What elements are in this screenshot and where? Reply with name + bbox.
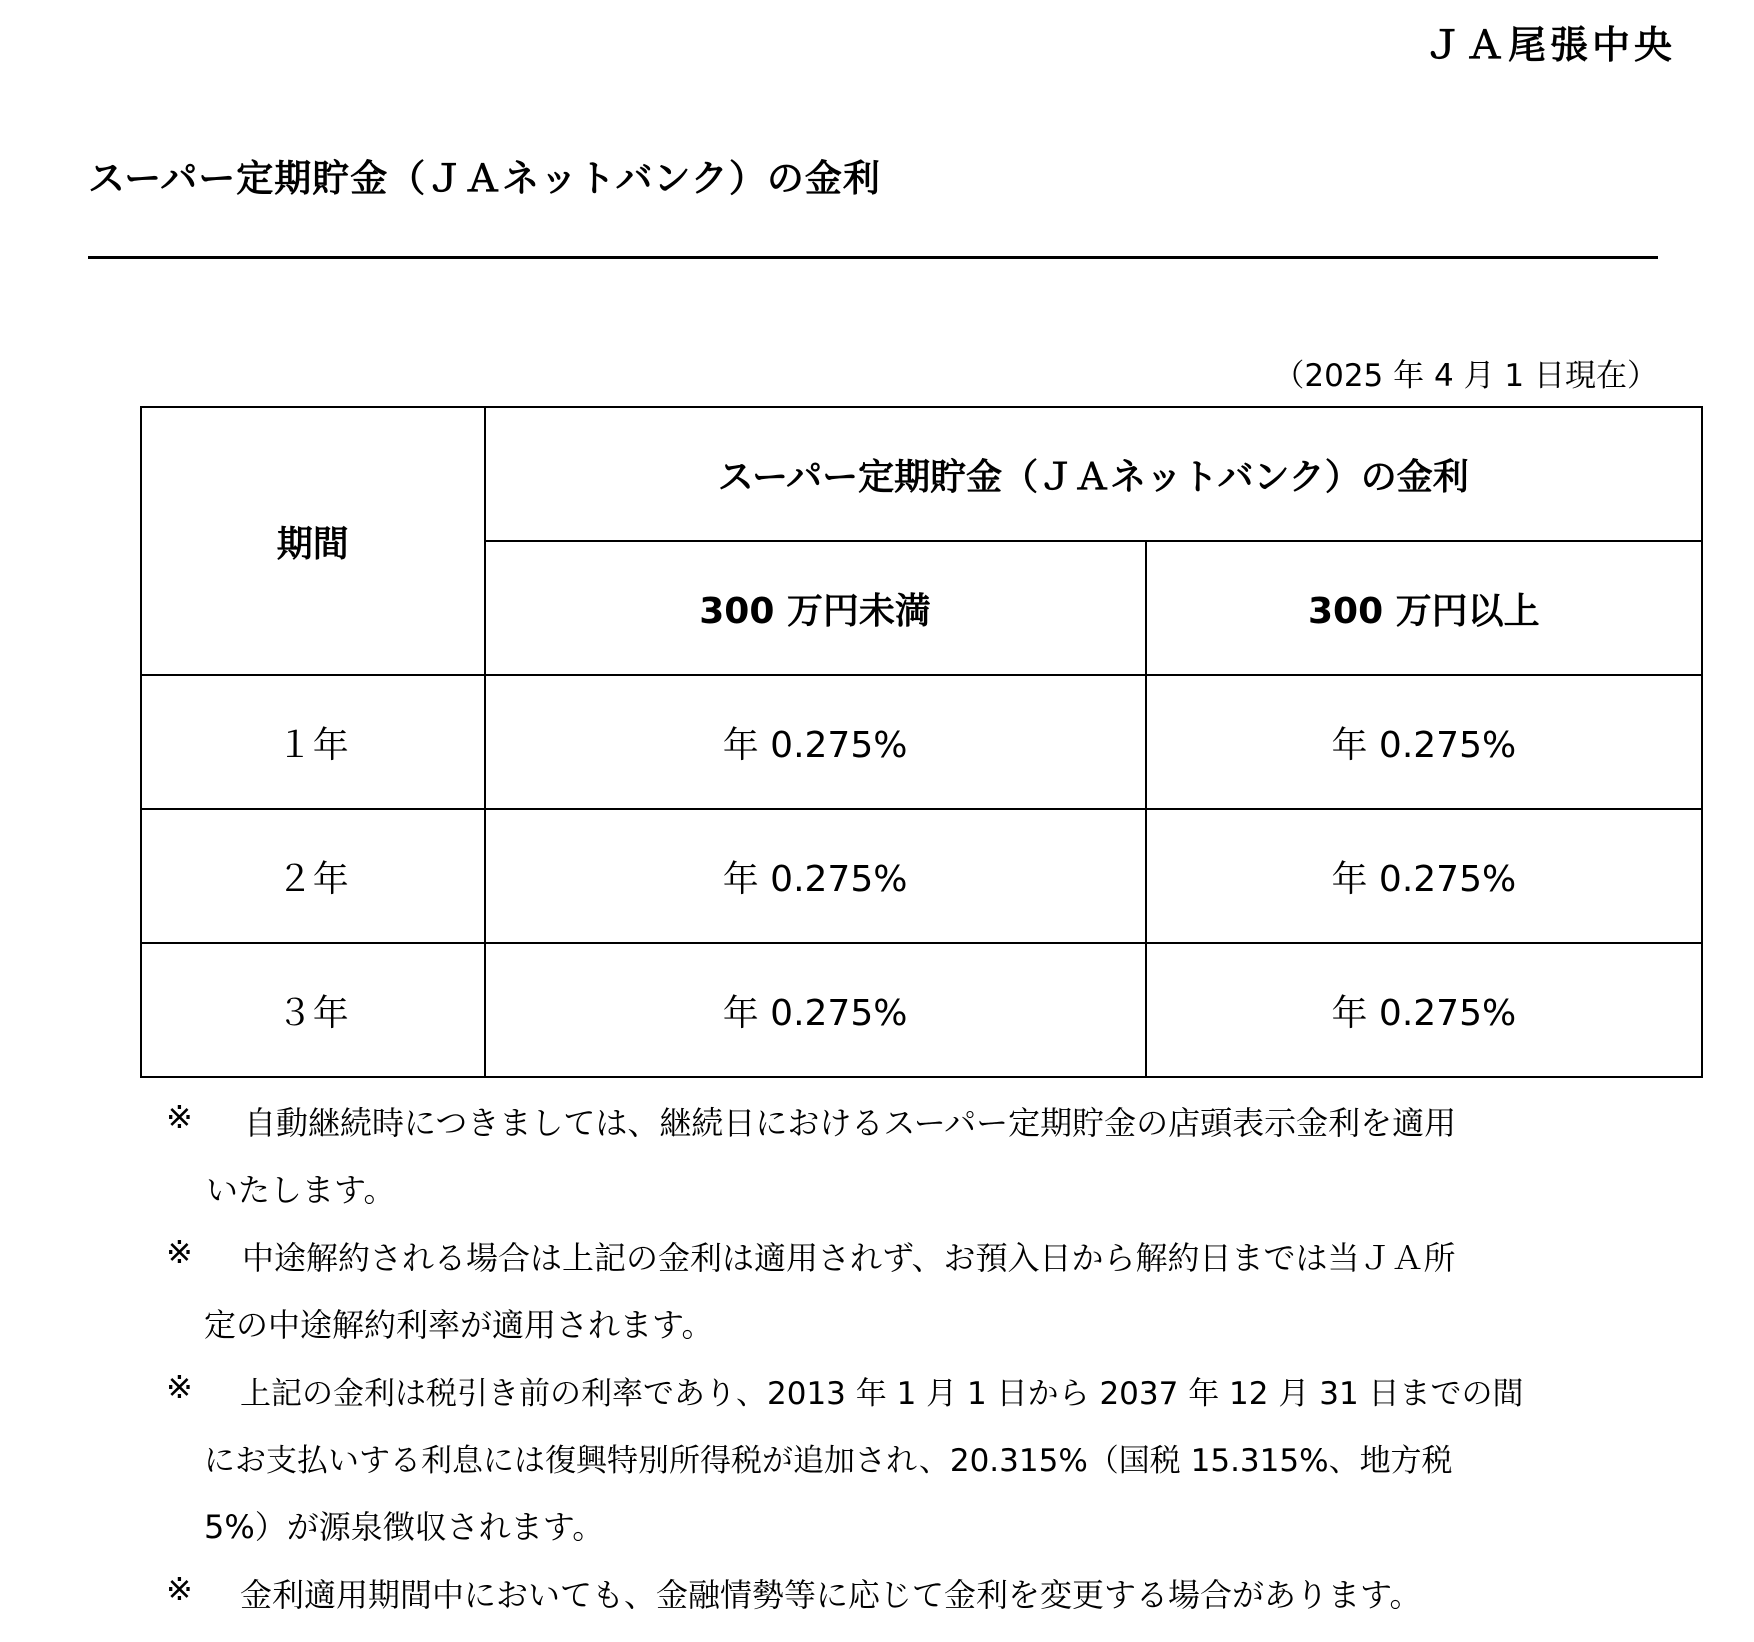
rate-group-header: スーパー定期貯金（ＪＡネットバンク）の金利 (485, 407, 1703, 541)
interest-rate-table (140, 406, 1703, 1078)
note-line: 上記の金利は税引き前の利率であり、2013 年 1 月 1 日から 2037 年 12 月 31 日までの間 (240, 1376, 1524, 1412)
rate-cell: 年 0.275% (485, 943, 1146, 1077)
note-line: 定の中途解約利率が適用されます。 (204, 1306, 714, 1344)
rate-cell: 年 0.275% (485, 809, 1146, 943)
note-mark: ※ (166, 1570, 193, 1608)
page-title: スーパー定期貯金（ＪＡネットバンク）の金利 (88, 157, 881, 200)
column-header-under-3m: 300 万円未満 (485, 541, 1146, 675)
note-line: 金利適用期間中においても、金融情勢等に応じて金利を変更する場合があります。 (240, 1576, 1422, 1614)
rate-cell: 年 0.275% (1146, 675, 1702, 809)
rate-cell: 年 0.275% (485, 675, 1146, 809)
note-line: 中途解約される場合は上記の金利は適用されず、お預入日から解約日までは当ＪＡ所 (242, 1239, 1456, 1277)
note-line: 自動継続時につきましては、継続日におけるスーパー定期貯金の店頭表示金利を適用 (244, 1104, 1457, 1142)
table-row (141, 809, 1702, 943)
column-header-over-3m: 300 万円以上 (1146, 541, 1702, 675)
organization-name: ＪＡ尾張中央 (1423, 23, 1676, 67)
rate-cell: 年 0.275% (1146, 943, 1702, 1077)
note-mark: ※ (166, 1368, 193, 1406)
note-line: いたします。 (206, 1171, 396, 1209)
period-cell: ３年 (141, 943, 485, 1077)
note-mark: ※ (166, 1233, 193, 1271)
table-row (141, 943, 1702, 1077)
note-mark: ※ (166, 1098, 193, 1136)
as-of-date: （2025 年 4 月 1 日現在） (1273, 358, 1658, 394)
table-row (141, 675, 1702, 809)
note-line: 5%）が源泉徴収されます。 (204, 1508, 605, 1546)
rate-cell: 年 0.275% (1146, 809, 1702, 943)
period-header: 期間 (141, 407, 485, 675)
note-line: にお支払いする利息には復興特別所得税が追加され、20.315%（国税 15.315%、地方税 (204, 1443, 1453, 1479)
period-cell: １年 (141, 675, 485, 809)
title-divider (88, 256, 1658, 259)
period-cell: ２年 (141, 809, 485, 943)
